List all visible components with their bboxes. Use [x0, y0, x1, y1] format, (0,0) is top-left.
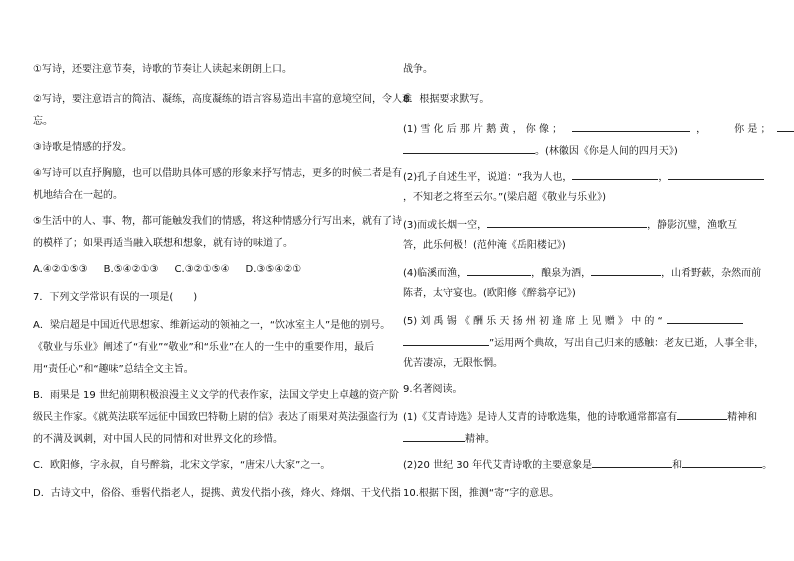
blank-q8-4a[interactable] [467, 265, 531, 276]
blank-q8-4b[interactable] [591, 265, 661, 276]
q7-option-b-line-3: 的不满及讽刺，对中国人民的同情和对世界文化的珍惜。 [33, 434, 283, 445]
blank-q8-2b[interactable] [668, 169, 764, 180]
q8-1-line-2: 。(林徽因《你是人间的四月天》) [403, 143, 678, 159]
blank-q8-2a[interactable] [572, 169, 658, 180]
option-5-line-2: 的模样了；如果再适当融入联想和想象，就有诗的味道了。 [33, 238, 293, 249]
q9-2: (2)20 世纪 30 年代艾青诗歌的主要意象是 和 。 [403, 457, 772, 473]
blank-q9-2b[interactable] [682, 457, 762, 468]
q8-5-line-1: (5) 刘 禹 锡 《 酬 乐 天 扬 州 初 逢 席 上 见 赠 》 中 的 “ [403, 313, 743, 329]
q7-option-b-line-1: B．雨果是 19 世纪前期积极浪漫主义文学的代表作家，法国文学史上卓越的资产阶 [33, 390, 399, 401]
q8-3-line-2: 答，此乐何极！(范仲淹《岳阳楼记》) [403, 240, 566, 251]
q8-4-line-2: 陈者，太守宴也。(欧阳修《醉翁亭记》) [403, 288, 576, 299]
blank-q8-1a[interactable] [572, 121, 690, 132]
question-9: 9.名著阅读。 [403, 384, 463, 395]
q7-option-d: D．古诗文中，俗俗、垂髫代指老人，提携、黄发代指小孩，烽火、烽烟、干戈代指 [33, 488, 401, 499]
blank-q8-5b[interactable] [403, 335, 489, 346]
blank-q9-2a[interactable] [592, 457, 672, 468]
blank-q8-3[interactable] [487, 217, 647, 228]
blank-q8-5a[interactable] [667, 313, 743, 324]
blank-q8-1c[interactable] [403, 143, 535, 154]
choice-c[interactable]: C.③②①⑤④ [174, 264, 230, 275]
q7-option-a-line-1: A．梁启超是中国近代思想家、维新运动的领袖之一，“饮冰室主人”是他的别号。 [33, 320, 391, 331]
continuation-text: 战争。 [403, 64, 433, 75]
option-3: ③诗歌是情感的抒发。 [33, 142, 132, 153]
q7-option-c: C．欧阳修，字永叔，自号醉翁，北宋文学家，“唐宋八大家”之一。 [33, 460, 331, 471]
q9-1-line-2: 精神。 [403, 431, 495, 447]
answer-choices [33, 263, 301, 277]
choice-a[interactable]: A.④②①⑤③ [33, 264, 88, 275]
option-2-line-2: 忘。 [33, 116, 53, 127]
blank-q8-1b[interactable] [777, 121, 794, 132]
q8-2-line-1: (2)孔子自述生平，说道：“我为人也， ， [403, 169, 764, 185]
q8-3-line-1: (3)而或长烟一空， ，静影沉璧，渔歌互 [403, 217, 737, 233]
option-4-line-2: 机地结合在一起的。 [33, 190, 123, 201]
q8-1-line-1: (1) 雪 化 后 那 片 鹅 黄 ， 你 像 ； ， 你 是 ； [403, 121, 794, 137]
q9-1-line-1: (1)《艾青诗选》是诗人艾青的诗歌选集，他的诗歌通常都富有 精神和 [403, 409, 757, 425]
question-8: 8．根据要求默写。 [403, 94, 490, 105]
blank-q9-1a[interactable] [677, 409, 727, 420]
option-2-line-1: ②写诗，要注意语言的简洁、凝练，高度凝练的语言容易造出丰富的意境空间，令人难 [33, 94, 412, 105]
question-7: 7．下列文学常识有误的一项是( ) [33, 292, 198, 303]
q8-5-line-3: 优苦凄凉，无限怅惘。 [403, 358, 503, 369]
choice-d[interactable]: D.③⑤④②① [245, 264, 302, 275]
option-5-line-1: ⑤生活中的人、事、物，都可能触发我们的情感，将这种情感分行写出来，就有了诗 [33, 216, 402, 227]
option-1: ①写诗，还要注意节奏，诗歌的节奏让人读起来朗朗上口。 [33, 64, 292, 75]
blank-q9-1b[interactable] [403, 431, 465, 442]
q7-option-a-line-3: 用“责任心”和“趣味”总结全文主旨。 [33, 364, 194, 375]
question-10: 10.根据下图，推测“寄”字的意思。 [403, 488, 560, 499]
q8-4-line-1: (4)临溪而渔， ，酿泉为酒， ，山肴野蔌，杂然而前 [403, 265, 761, 281]
q8-5-line-2: ”运用两个典故，写出自己归来的感触：老友已逝，人事全非， [403, 335, 764, 351]
choice-b[interactable]: B.⑤④②①③ [103, 264, 159, 275]
q7-option-a-line-2: 《敬业与乐业》阐述了“有业”“敬业”和“乐业”在人的一生中的重要作用，最后 [33, 342, 375, 353]
q7-option-b-line-2: 级民主作家。《就英法联军远征中国致巴特勒上尉的信》表达了雨果对英法强盗行为 [33, 412, 398, 423]
option-4-line-1: ④写诗可以直抒胸臆，也可以借助具体可感的形象来抒写情志，更多的时候二者是有 [33, 168, 402, 179]
q8-2-line-2: ，不知老之将至云尔。”(梁启超《敬业与乐业》) [403, 192, 606, 203]
